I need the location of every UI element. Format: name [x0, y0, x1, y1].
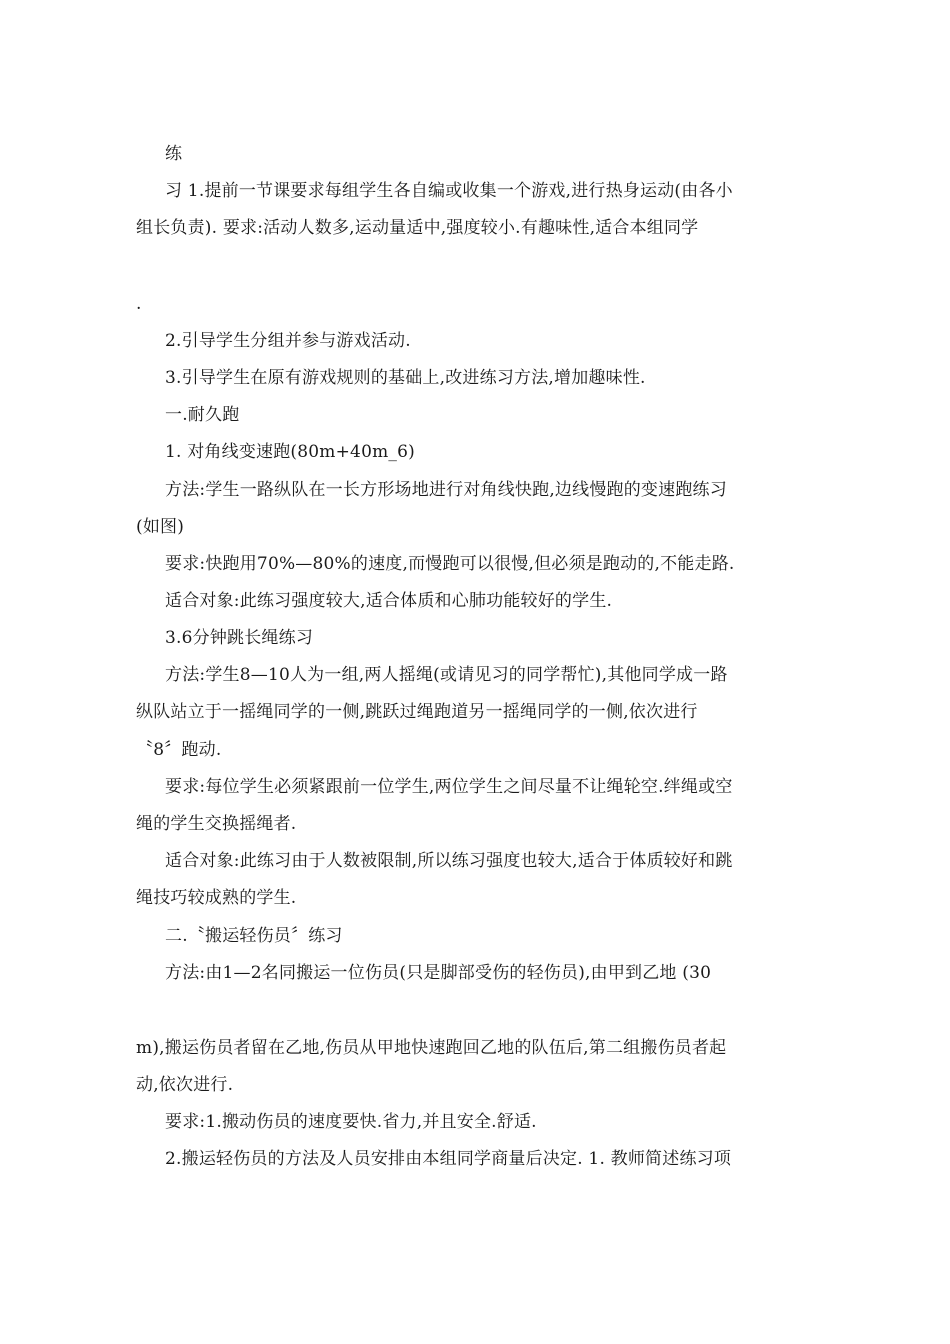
text-line: 习 1.提前一节课要求每组学生各自编或收集一个游戏,进行热身运动(由各小: [165, 181, 733, 201]
subsection-heading: 1. 对角线变速跑(80m+40m_6): [165, 442, 415, 462]
text-line: 方法:由1—2名同搬运一位伤员(只是脚部受伤的轻伤员),由甲到乙地 (30: [165, 963, 712, 983]
text-line: 绳的学生交换摇绳者.: [136, 814, 297, 834]
text-line: .: [136, 294, 142, 314]
text-line: m),搬运伤员者留在乙地,伤员从甲地快速跑回乙地的队伍后,第二组搬伤员者起: [136, 1038, 727, 1058]
section-heading: 二.〝搬运轻伤员〞练习: [165, 926, 343, 946]
text-line: 适合对象:此练习由于人数被限制,所以练习强度也较大,适合于体质较好和跳: [165, 851, 733, 871]
text-line: 练: [165, 144, 183, 164]
text-line: 3.引导学生在原有游戏规则的基础上,改进练习方法,增加趣味性.: [165, 368, 646, 388]
text-line: 〝8〞跑动.: [136, 740, 222, 760]
text-line: 2.搬运轻伤员的方法及人员安排由本组同学商量后决定. 1. 教师简述练习项: [165, 1149, 732, 1169]
text-line: 2.引导学生分组并参与游戏活动.: [165, 331, 411, 351]
text-line: 动,依次进行.: [136, 1075, 234, 1095]
subsection-heading: 3.6分钟跳长绳练习: [165, 628, 314, 648]
text-line: 组长负责). 要求:活动人数多,运动量适中,强度较小.有趣味性,适合本组同学: [136, 218, 699, 238]
text-line: (如图): [136, 517, 185, 537]
text-line: 方法:学生8—10人为一组,两人摇绳(或请见习的同学帮忙),其他同学成一路: [165, 665, 728, 685]
section-heading: 一.耐久跑: [165, 405, 240, 425]
text-line: 要求:1.搬动伤员的速度要快.省力,并且安全.舒适.: [165, 1112, 537, 1132]
text-line: 纵队站立于一摇绳同学的一侧,跳跃过绳跑道另一摇绳同学的一侧,依次进行: [136, 702, 698, 722]
text-line: 绳技巧较成熟的学生.: [136, 888, 297, 908]
text-line: 适合对象:此练习强度较大,适合体质和心肺功能较好的学生.: [165, 591, 613, 611]
text-line: 要求:快跑用70%—80%的速度,而慢跑可以很慢,但必须是跑动的,不能走路.: [165, 554, 735, 574]
text-line: 要求:每位学生必须紧跟前一位学生,两位学生之间尽量不让绳轮空.绊绳或空: [165, 777, 733, 797]
text-line: 方法:学生一路纵队在一长方形场地进行对角线快跑,边线慢跑的变速跑练习: [165, 480, 727, 500]
